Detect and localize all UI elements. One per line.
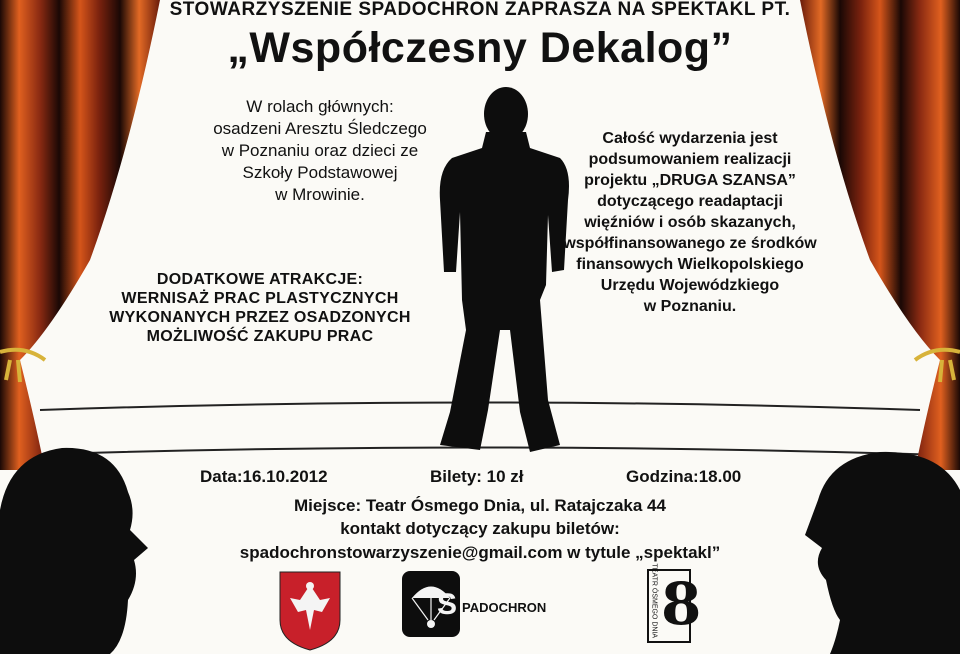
summary-line: dotyczącego readaptacji	[597, 193, 783, 210]
contact-label: kontakt dotyczący zakupu biletów:	[340, 519, 620, 538]
summary-line: finansowych Wielkopolskiego	[576, 256, 804, 273]
summary-line: więźniów i osób skazanych,	[584, 214, 796, 231]
cast-line: osadzeni Aresztu Śledczego	[213, 119, 427, 138]
ticket-price: Bilety: 10 zł	[430, 467, 524, 486]
attractions-block	[60, 270, 460, 346]
summary-line: Całość wydarzenia jest	[602, 130, 778, 147]
left-child-silhouette	[0, 448, 148, 654]
play-title: „Współczesny Dekalog”	[227, 24, 733, 72]
cast-line: w Poznaniu oraz dzieci ze	[221, 141, 419, 160]
attractions-line: WYKONANYCH PRZEZ OSADZONYCH	[109, 309, 411, 326]
summary-line: Urzędu Wojewódzkiego	[600, 277, 780, 294]
attractions-line: WERNISAŻ PRAC PLASTYCZNYCH	[121, 290, 399, 307]
cast-block	[170, 96, 470, 206]
cast-line: Szkoły Podstawowej	[242, 163, 398, 182]
summary-line: w Poznaniu.	[643, 298, 737, 315]
summary-block	[540, 128, 840, 317]
left-curtain	[0, 0, 160, 470]
event-date: Data:16.10.2012	[200, 467, 328, 486]
right-child-silhouette	[805, 452, 960, 654]
event-place: Miejsce: Teatr Ósmego Dnia, ul. Ratajczaka 44	[294, 496, 666, 515]
crest-logo	[280, 572, 340, 650]
attractions-line: DODATKOWE ATRAKCJE:	[156, 271, 364, 288]
cast-line: W rolach głównych:	[246, 97, 394, 116]
cast-line: w Mrowinie.	[275, 185, 365, 204]
spadochron-logo-text: PADOCHRON	[462, 600, 547, 615]
organizer-header: STOWARZYSZENIE SPADOCHRON ZAPRASZA NA SPEKTAKL PT.	[169, 0, 791, 20]
summary-line: podsumowaniem realizacji	[588, 151, 792, 168]
theatre-logo-number: 8	[661, 570, 702, 638]
attractions-line: MOŻLIWOŚĆ ZAKUPU PRAC	[146, 328, 374, 345]
contact-email[interactable]: spadochronstowarzyszenie@gmail.com w tytule „spektakl”	[239, 543, 721, 562]
spadochron-logo-initial: S	[437, 588, 458, 621]
summary-line: projektu „DRUGA SZANSA”	[584, 172, 796, 189]
theatre-logo-text: TEATR ÓSMEGO DNIA	[650, 563, 658, 639]
summary-line: współfinansowanego ze środków	[563, 235, 817, 252]
event-hour: Godzina:18.00	[626, 467, 742, 486]
